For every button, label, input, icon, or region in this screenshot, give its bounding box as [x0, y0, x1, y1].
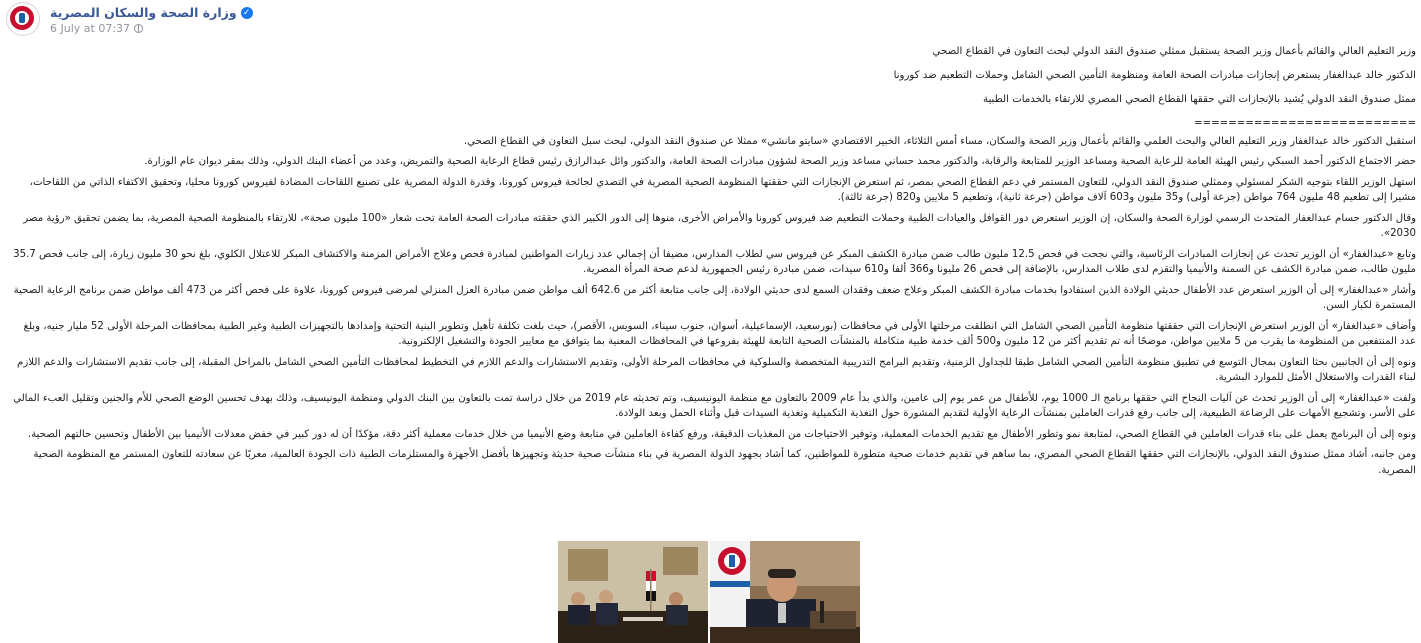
- post-body: [6, 44, 1416, 483]
- verified-check-icon: ✓: [241, 7, 253, 19]
- page-avatar[interactable]: [6, 2, 40, 36]
- globe-icon: [134, 24, 143, 33]
- post-time-row: [50, 22, 253, 35]
- paragraph-11: ومن جانبه، أشاد ممثل صندوق النقد الدولي، بالإنجازات التي حققها القطاع الصحي المصري، بما ساهم في تقديم خدمات صحية متطورة للمواطنين، كما أشاد بجهود الدولة المصرية في بناء منشآت صحية حديثة وتجهيزها بأفضل الأجهزة والمستلزمات الطبية ذات الجودة العالمية، معربًا عن سعادته للتعاون المستمر مع المنظومة الصحية المصرية.: [33, 449, 1416, 476]
- headline-3: ممثل صندوق النقد الدولي يُشيد بالإنجازات التي حققها القطاع الصحي المصري للارتقاء بالخدمات الطبية: [982, 94, 1416, 105]
- paragraph-7: وأضاف «عبدالغفار» أن الوزير استعرض الإنجازات التي حققتها منظومة التأمين الصحي الشامل التي انطلقت مرحلتها الأولى في محافظات (بورسعيد، الإسماعيلية، أسوان، جنوب سيناء، السويس، الأقصر)، حيث بلغت تكلفة تأهيل وتطوير البنية التحتية وإمدادها بالتجهيزات الطبية وغير الطبية بمحافظات المرحلة الأولى 52 مليار جنيه، وبلغ عدد المنتفعين من المنظومة ما يقرب من 5 ملايين مواطن، موضحًا أنه تم تقديم أكثر من 12 مليون و500 ألف خدمة طبية متكاملة بالمنشآت الصحية التابعة للهيئة بفروعها في المحافظات المعنية بما يتوافق مع معايير الجودة والتشغيل الإلكترونية.: [23, 320, 1416, 347]
- paragraph-6: وأشار «عبدالغفار» إلى أن الوزير استعرض عدد الأطفال حديثي الولادة الذين استفادوا بخدمات مبادرة الكشف المبكر وعلاج ضعف وفقدان السمع لدى حديثي الولادة، إلى جانب متابعة أكثر من 642.6 ألف مواطن ضمن مبادرة العزل المنزلي لمرضى فيروس كورونا، علاوة على فحص أكثر من 473 ألف مواطن ضمن برنامج الرعاية الصحية المستمرة لكبار السن.: [13, 284, 1416, 311]
- paragraph-5: وتابع «عبدالغفار» أن الوزير تحدث عن إنجازات المبادرات الرئاسية، والتي نجحت في فحص 12.5 مليون طالب ضمن مبادرة الكشف المبكر عن فيروس سي لطلاب المدارس، مضيفا أن إجمالي عدد زيارات المواطنين لمبادرة فحص وعلاج الأمراض المزمنة والاكتشاف المبكر للاعتلال الكلوي، بلغ نحو 30 مليون زيارة، إلى جانب فحص 35.7 مليون طالب، ضمن مبادرة الكشف عن السمنة والأنيميا والتقزم لدى طلاب المدارس، بالإضافة إلى فحص 26 مليونا و366 ألفا و610 سيدات، ضمن مبادرة رئيس الجمهورية لدعم صحة المرأة المصرية.: [13, 248, 1416, 275]
- separator-line: ==========================: [1194, 118, 1416, 129]
- post-timestamp[interactable]: 6 July at 07:37: [50, 22, 131, 35]
- paragraph-1: استقبل الدكتور خالد عبدالغفار وزير التعليم العالي والبحث العلمي والقائم بأعمال وزير الصحة والسكان، مساء أمس الثلاثاء، الخبير الاقتصادي «سايتو مانشي» ممثلا عن صندوق النقد الدولي، لبحث سبل التعاون في القطاع الصحي.: [463, 135, 1416, 147]
- paragraph-8: ونوه إلى أن الجانبين بحثا التعاون بمجال التوسع في تطبيق منظومة التأمين الصحي الشامل طبقا للجداول الزمنية، وتقديم البرامج التدريبية المتخصصة والسلوكية في محافظات المرحلة الأولى، وتقديم الاستشارات والدعم اللازم في التخطيط لمحافظات التأمين الصحي الشامل بالمراحل المقبلة، إلى جانب تقديم الاستشارات والدعم اللازم لبناء القدرات والاستغلال الأمثل للموارد البشرية.: [17, 356, 1416, 383]
- paragraph-10: ونوه إلى أن البرنامج يعمل على بناء قدرات العاملين في القطاع الصحي، لمتابعة نمو وتطور الأطفال مع تقديم الخدمات المعملية، وتوفير الاحتياجات من المغذيات الدقيقة، ورفع كفاءة العاملين في متابعة وضع الأنيميا من خلال خدمات معملية أكثر دقة، مؤكدًا أن له دور كبير في خفض معدلات الأنيميا بين الأطفال وتحسين حالتهم الصحية.: [27, 428, 1416, 440]
- post-header: [6, 2, 253, 42]
- meeting-photo-minister[interactable]: [710, 541, 860, 643]
- paragraph-4: وقال الدكتور حسام عبدالغفار المتحدث الرسمي لوزارة الصحة والسكان، إن الوزير استعرض دور القوافل والعيادات الطبية وحملات التطعيم ضد فيروس كورونا والأمراض الأخرى، منوها إلى الدور الكبير الذي حققته مبادرات الصحة العامة تحت شعار «100 مليون صحة»، للارتقاء بالمنظومة الصحية المصرية، بما يضمن تحقيق «رؤية مصر 2030».: [23, 212, 1416, 239]
- page-name-link[interactable]: وزارة الصحة والسكان المصرية: [50, 5, 237, 20]
- headline-2: الدكتور خالد عبدالغفار يستعرض إنجازات مبادرات الصحة العامة ومنظومة التأمين الصحي الشامل وحملات التطعيم ضد كورونا: [893, 70, 1416, 81]
- headline-1: وزير التعليم العالي والقائم بأعمال وزير الصحة يستقبل ممثلي صندوق النقد الدولي لبحث التعاون في القطاع الصحي: [932, 46, 1416, 57]
- meeting-photo-table-image: [558, 541, 708, 643]
- paragraph-9: ولفت «عبدالغفار» إلى أن الوزير تحدث عن آليات النجاح التي حققها برنامج الـ 1000 يوم، للأطفال من عمر يوم إلى عامين، والذي بدأ عام 2009 بالتعاون مع منظمة اليونيسيف، وتم تحديثه عام 2019 من خلال دراسة تمت بالتعاون بين البنك الدولي ومنظمة اليونيسيف، وذلك بهدف تحسين الوضع الصحي للأم والجنين وتقليل العبء المالي على الأسر، وتشجيع الأمهات على الرضاعة الطبيعية، إلى جانب رفع قدرات العاملين بمنشآت الرعاية الأولية لتقديم المشورة حول التغذية التكميلية وتغذية السيدات قبل وأثناء الحمل وبعد الولادة.: [13, 392, 1416, 419]
- meeting-photo-table[interactable]: [558, 541, 708, 643]
- post-meta: [50, 5, 253, 35]
- paragraph-3: استهل الوزير اللقاء بتوجيه الشكر لمسئولي وممثلي صندوق النقد الدولي، للتعاون المستمر في دعم القطاع الصحي بمصر، ثم استعرض الإنجازات التي حققتها المنظومة الصحية المصرية في التصدي لجائحة فيروس كورونا، وقدرة الدولة المصرية على تصنيع اللقاحات المضادة لفيروس كورونا محليا، وتحقيق الاكتفاء الذاتي من اللقاحات، مشيرا إلى تطعيم 48 مليون 764 مواطن (جرعة أولى) و35 مليون و603 آلاف مواطن (جرعة ثانية)، وتطعيم 5 ملايين و820 (جرعة ثالثة).: [29, 176, 1416, 203]
- meeting-photo-minister-image: [710, 541, 860, 643]
- paragraph-2: حضر الاجتماع الدكتور أحمد السبكي رئيس الهيئة العامة للرعاية الصحية ومساعد الوزير للمتابعة والرقابة، والدكتور محمد حساني مساعد وزير الصحة لشؤون مبادرات الصحة العامة، والدكتور وائل عبدالرازق رئيس قطاع الرعاية الصحية والتمريض، وعدد من أعضاء البنك الدولي، وذلك بمقر ديوان عام الوزارة.: [144, 156, 1416, 167]
- page-name-row: [50, 5, 253, 20]
